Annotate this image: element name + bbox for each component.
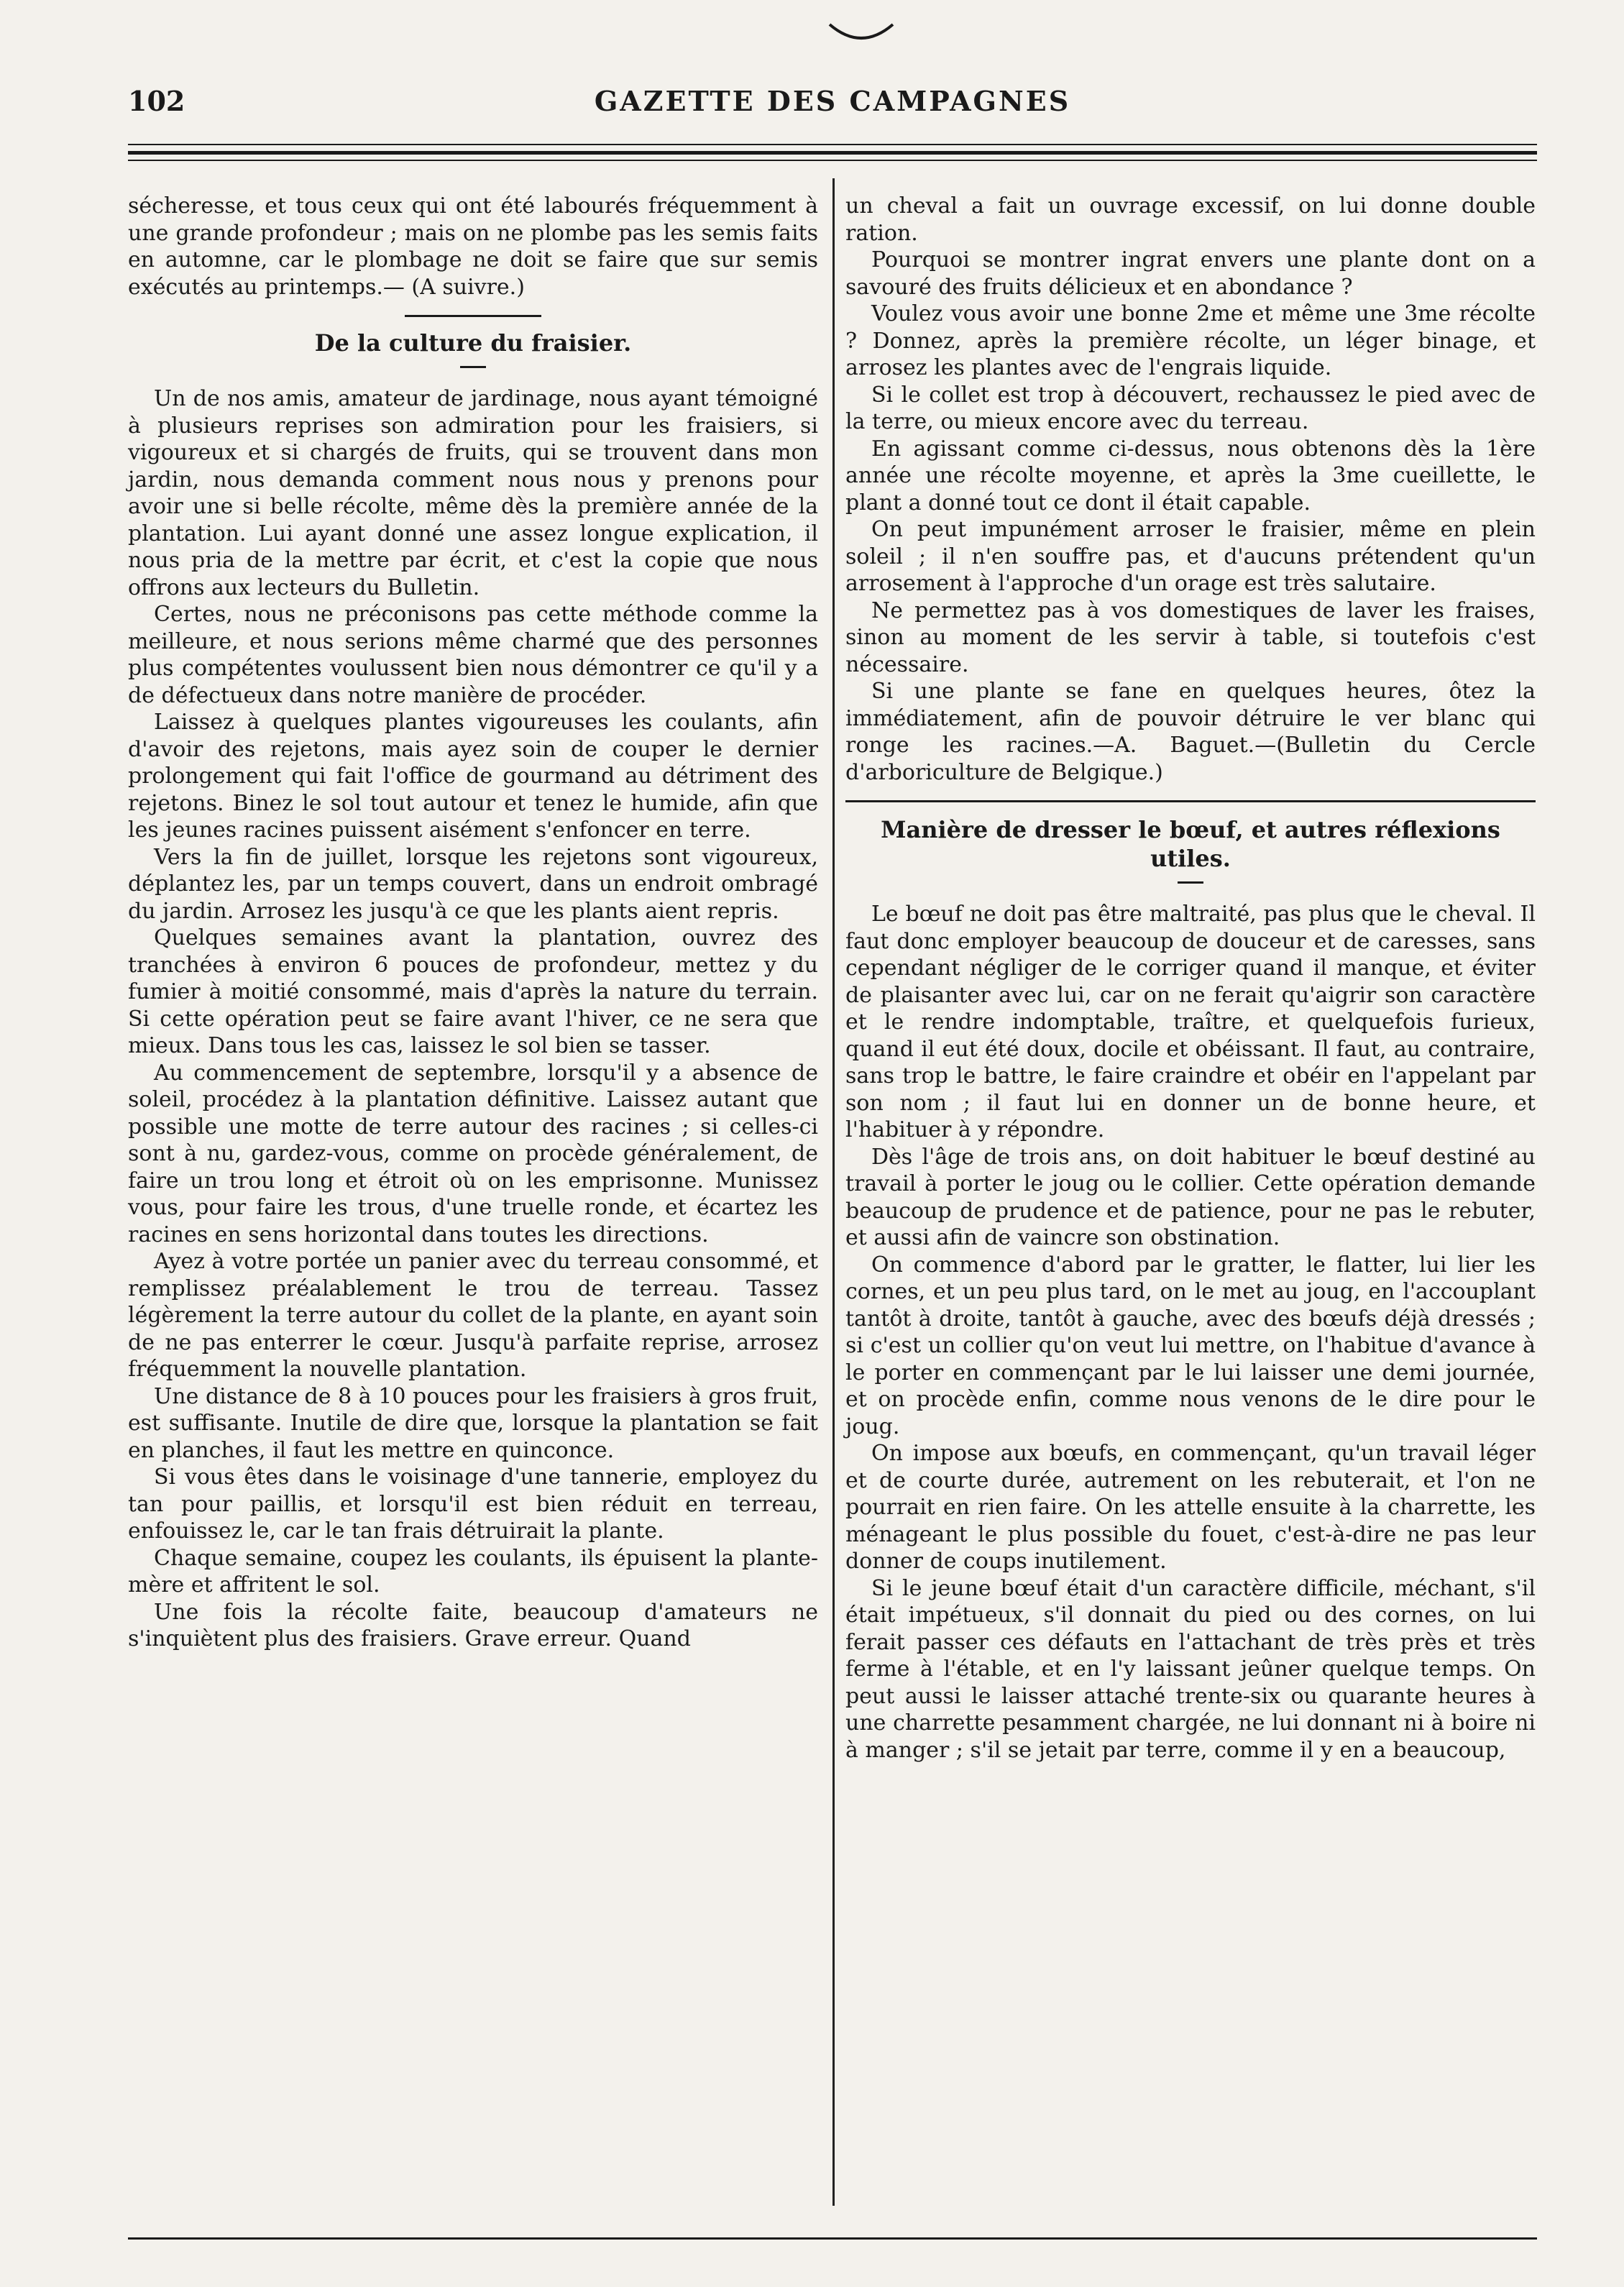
- column-divider: [832, 178, 835, 2206]
- paragraph: un cheval a fait un ouvrage excessif, on lui donne double ration.: [845, 193, 1536, 246]
- paragraph: En agissant comme ci-dessus, nous obtenons dès la 1ère année une récolte moyenne, et après la 3me cueillette, le plant a donné tout ce dont il était capable.: [845, 436, 1536, 515]
- left-column: [128, 193, 818, 1653]
- paragraph: Le bœuf ne doit pas être maltraité, pas plus que le cheval. Il faut donc employer beaucoup de douceur et de caresses, sans cependant négliger de le corriger quand il manque, et éviter de plaisanter avec lui, car on ne ferait qu'aigrir son caractère et le rendre indomptable, traître, et quelquefois furieux, quand il eut été doux, docile et obéissant. Il faut, au contraire, sans trop le battre, le faire craindre et obéir en l'appelant par son nom ; il faut lui en donner un de bonne heure, et l'habituer à y répondre.: [845, 902, 1536, 1142]
- paragraph: Quelques semaines avant la plantation, ouvrez des tranchées à environ 6 pouces de profondeur, mettez y du fumier à moitié consommé, mais d'après la nature du terrain. Si cette opération peut se faire avant l'hiver, ce ne sera que mieux. Dans tous les cas, laissez le sol bien se tasser.: [128, 925, 818, 1058]
- paragraph: Ayez à votre portée un panier avec du terreau consommé, et remplissez préalablement le trou de terreau. Tassez légèrement la terre autour du collet de la plante, en ayant soin de ne pas enterrer le cœur. Jusqu'à parfaite reprise, arrosez fréquemment la nouvelle plantation.: [128, 1249, 818, 1382]
- header-rule-thin: [128, 144, 1537, 145]
- paragraph: Si une plante se fane en quelques heures, ôtez la immédiatement, afin de pouvoir détruire le ver blanc qui ronge les racines.—A. Baguet.—(Bulletin du Cercle d'arboriculture de Belgique.): [845, 679, 1536, 785]
- paragraph: Un de nos amis, amateur de jardinage, nous ayant témoigné à plusieurs reprises son admiration pour les fraisiers, si vigoureux et si chargés de fruits, qui se trouvent dans mon jardin, nous demanda comment nous nous y prenons pour avoir une si belle récolte, même dès la première année de la plantation. Lui ayant donné une assez longue explication, il nous pria de la mettre par écrit, et c'est la copie que nous offrons aux lecteurs du Bulletin.: [128, 386, 818, 600]
- article-title-strawberry: De la culture du fraisier.: [314, 329, 632, 357]
- paragraph: Si vous êtes dans le voisinage d'une tannerie, employez du tan pour paillis, et lorsqu'il est bien réduit en terreau, enfouissez le, car le tan frais détruirait la plante.: [128, 1465, 818, 1544]
- paragraph: Si le jeune bœuf était d'un caractère difficile, méchant, s'il était impétueux, s'il donnait du pied ou des cornes, on lui ferait passer ces défauts en l'attachant de très près et très ferme à l'étable, et en l'y laissant jeûner quelque temps. On peut aussi le laisser attaché trente-six ou quarante heures à une charrette pesamment chargée, ne lui donnant ni à boire ni à manger ; s'il se jetait par terre, comme il y en a beaucoup,: [845, 1575, 1536, 1763]
- paragraph: Une fois la récolte faite, beaucoup d'amateurs ne s'inquiètent plus des fraisiers. Grave erreur. Quand: [128, 1599, 818, 1651]
- top-ornament: [827, 20, 896, 46]
- separator: [1178, 881, 1203, 884]
- page-number: 102: [128, 85, 185, 117]
- paragraph: Au commencement de septembre, lorsqu'il y a absence de soleil, procédez à la plantation définitive. Laissez autant que possible une motte de terre autour des racines ; si celles-ci sont à nu, gardez-vous, comme on procède généralement, de faire un trou long et étroit où on les emprisonne. Munissez vous, pour faire les trous, d'une truelle ronde, et écartez les racines en sens horizontal dans toutes les directions.: [128, 1060, 818, 1247]
- separator: [845, 800, 1536, 802]
- separator: [405, 315, 541, 317]
- separator: [460, 366, 486, 368]
- paragraph: Si le collet est trop à découvert, rechaussez le pied avec de la terre, ou mieux encore avec du terreau.: [845, 382, 1536, 434]
- paragraph: Ne permettez pas à vos domestiques de laver les fraises, sinon au moment de les servir à table, si toutefois c'est nécessaire.: [845, 597, 1536, 677]
- paragraph: Certes, nous ne préconisons pas cette méthode comme la meilleure, et nous serions même charmé que des personnes plus compétentes voulussent bien nous démontrer ce qu'il y a de défectueux dans notre manière de procéder.: [128, 602, 818, 708]
- footer-rule: [128, 2237, 1537, 2240]
- paragraph: Pourquoi se montrer ingrat envers une plante dont on a savouré des fruits délicieux et en abondance ?: [845, 247, 1536, 300]
- article-title-ox: Manière de dresser le bœuf, et autres réflexions utiles.: [881, 816, 1500, 872]
- paragraph: On commence d'abord par le gratter, le flatter, lui lier les cornes, et un peu plus tard, on le met au joug, en l'accouplant tantôt à droite, tantôt à gauche, avec des bœufs déjà dressés ; si c'est un collier qu'on veut lui mettre, on l'habitue d'avance à le porter en commençant par le lui laisser une demi journée, et on procède enfin, comme nous venons de le dire pour le joug.: [845, 1252, 1536, 1439]
- header-rule-thick: [128, 151, 1537, 155]
- paragraph: Chaque semaine, coupez les coulants, ils épuisent la plante-mère et affritent le sol.: [128, 1545, 818, 1598]
- header-rule-thin: [128, 160, 1537, 161]
- paragraph: Dès l'âge de trois ans, on doit habituer le bœuf destiné au travail à porter le joug ou le collier. Cette opération demande beaucoup de prudence et de patience, pour ne pas le rebuter, et aussi afin de vaincre son obstination.: [845, 1144, 1536, 1250]
- right-column: [845, 193, 1536, 1764]
- paragraph: On impose aux bœufs, en commençant, qu'un travail léger et de courte durée, autrement on les rebuterait, et l'on ne pourrait en rien faire. On les attelle ensuite à la charrette, les ménageant le plus possible du fouet, c'est-à-dire ne pas leur donner de coups inutilement.: [845, 1441, 1536, 1574]
- continuation-paragraph: sécheresse, et tous ceux qui ont été labourés fréquemment à une grande profondeur ; mais on ne plombe pas les semis faits en automne, car le plombage ne doit se faire que sur semis exécutés au printemps.— (A suivre.): [128, 193, 818, 300]
- page-header: [128, 85, 1537, 128]
- paragraph: Vers la fin de juillet, lorsque les rejetons sont vigoureux, déplantez les, par un temps couvert, dans un endroit ombragé du jardin. Arrosez les jusqu'à ce que les plants aient repris.: [128, 844, 818, 924]
- paragraph: Voulez vous avoir une bonne 2me et même une 3me récolte ? Donnez, après la première récolte, un léger binage, et arrosez les plantes avec de l'engrais liquide.: [845, 301, 1536, 380]
- running-title: GAZETTE DES CAMPAGNES: [594, 85, 1071, 117]
- paragraph: Une distance de 8 à 10 pouces pour les fraisiers à gros fruit, est suffisante. Inutile de dire que, lorsque la plantation se fait en planches, il faut les mettre en quinconce.: [128, 1383, 818, 1463]
- paragraph: On peut impunément arroser le fraisier, même en plein soleil ; il n'en souffre pas, et d'aucuns prétendent qu'un arrosement à l'approche d'un orage est très salutaire.: [845, 517, 1536, 596]
- paragraph: Laissez à quelques plantes vigoureuses les coulants, afin d'avoir des rejetons, mais ayez soin de couper le dernier prolongement qui fait l'office de gourmand au détriment des rejetons. Binez le sol tout autour et tenez le humide, afin que les jeunes racines puissent aisément s'enfoncer en terre.: [128, 710, 818, 843]
